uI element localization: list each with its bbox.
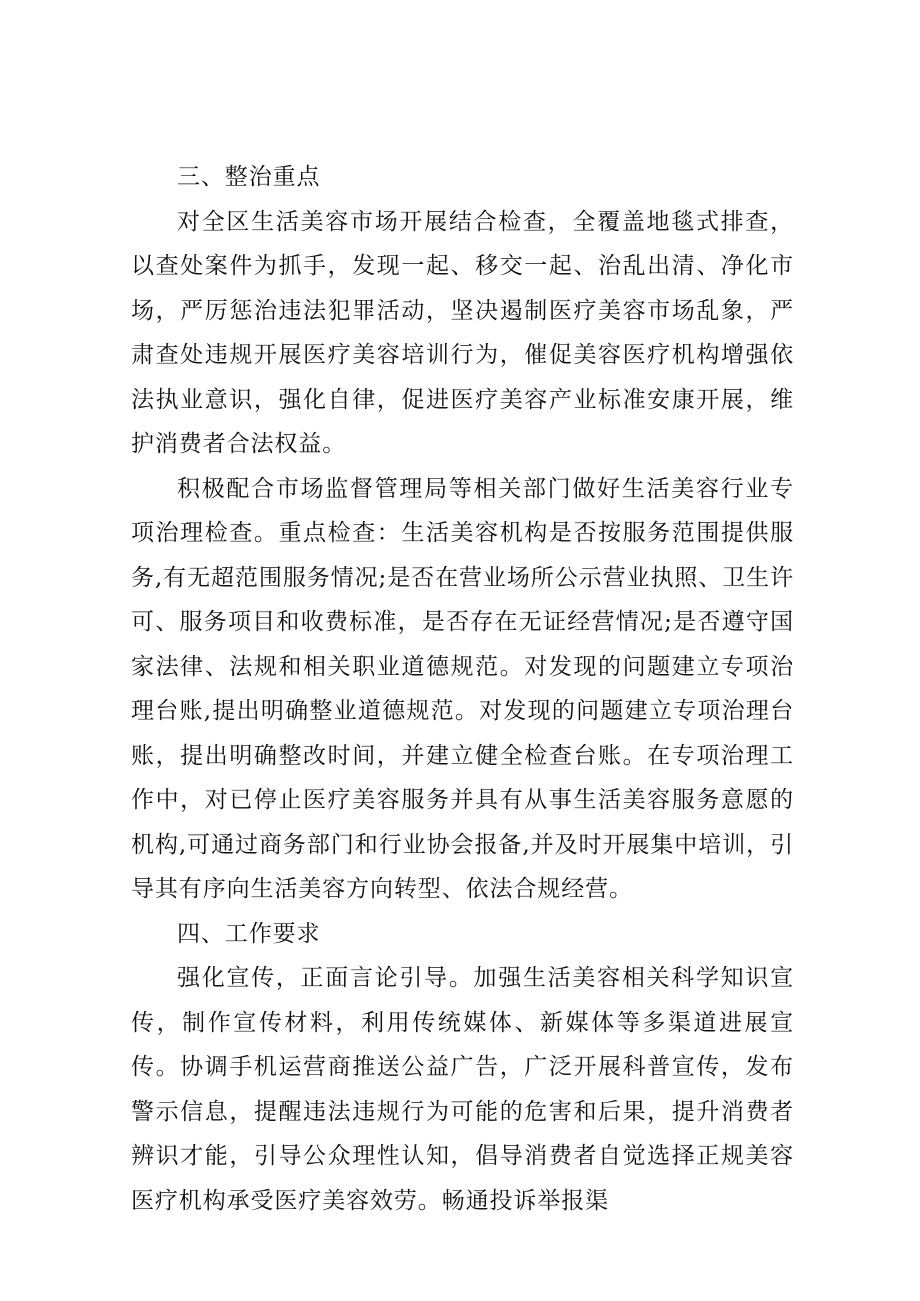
section-3-paragraph-2: 积极配合市场监督管理局等相关部门做好生活美容行业专项治理检查。重点检查：生活美容机构是否按服务范围提供服务,有无超范围服务情况;是否在营业场所公示营业执照、卫生许可、服务项目和收费标准，是否存在无证经营情况;是否遵守国家法律、法规和相关职业道德规范。对发现的问题建立专项治理台账,提出明确整业道德规范。对发现的问题建立专项治理台账，提出明确整改时间，并建立健全检查台账。在专项治理工作中，对已停止医疗美容服务并具有从事生活美容服务意愿的机构,可通过商务部门和行业协会报备,并及时开展集中培训，引导其有序向生活美容方向转型、依法合规经营。 xyxy=(131,475,794,902)
section-heading-4: 四、工作要求 xyxy=(177,920,321,947)
section-heading-3: 三、整治重点 xyxy=(177,164,321,190)
section-4-paragraph-1: 强化宣传，正面言论引导。加强生活美容相关科学知识宣传，制作宣传材料，利用传统媒体、新媒体等多渠道进展宣传。协调手机运营商推送公益广告，广泛开展科普宣传，发布警示信息，提醒违法违规行为可能的危害和后果，提升消费者辨识才能，引导公众理性认知，倡导消费者自觉选择正规美容医疗机构承受医疗美容效劳。畅通投诉举报渠 xyxy=(131,965,794,1214)
section-3-paragraph-1: 对全区生活美容市场开展结合检查，全覆盖地毯式排查，以查处案件为抓手，发现一起、移交一起、治乱出清、净化市场，严厉惩治违法犯罪活动，坚决遏制医疗美容市场乱象，严肃查处违规开展医疗美容培训行为，催促美容医疗机构增强依法执业意识，强化自律，促进医疗美容产业标准安康开展，维护消费者合法权益。 xyxy=(131,208,794,457)
document-body xyxy=(131,155,794,1223)
